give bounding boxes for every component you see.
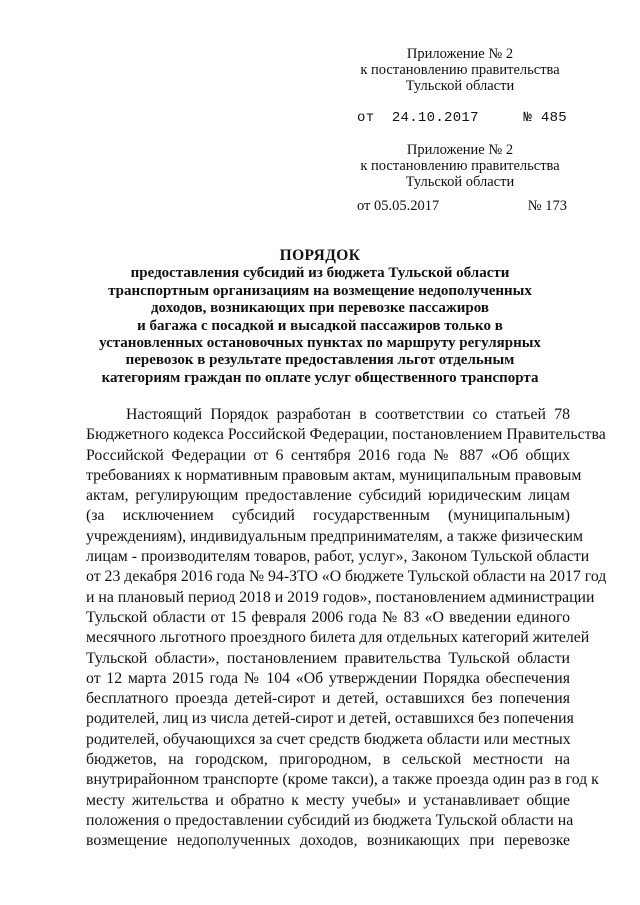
title-line: доходов, возникающих при перевозке пассажиров xyxy=(151,300,489,317)
body-line: месячного льготного проездного билета для отдельных категорий жителей xyxy=(86,629,590,647)
body-line: (за исключением субсидий государственным (муниципальным) xyxy=(86,507,570,525)
appendix-header-current xyxy=(340,46,580,94)
appendix-number-previous: № 173 xyxy=(527,198,567,214)
body-line: учреждениям), индивидуальным предпринимателям, а также физическим xyxy=(86,527,583,545)
body-line: Настоящий Порядок разработан в соответствии со статьей 78 xyxy=(126,406,570,423)
body-line: Российской Федерации от 6 сентября 2016 года № 887 «Об общих xyxy=(86,446,570,464)
appendix-region: Тульской области xyxy=(405,78,515,94)
appendix-header-previous xyxy=(340,142,580,190)
body-line: бесплатного проезда детей-сирот и детей, оставшихся без попечения xyxy=(86,690,570,708)
document-title xyxy=(80,247,560,387)
body-line: требованиях к нормативным правовым актам, муниципальным правовым xyxy=(86,466,582,484)
appendix-label: Приложение № 2 xyxy=(406,46,514,62)
title-line: установленных остановочных пунктах по маршруту регулярных xyxy=(99,335,541,352)
appendix-number-current: № 485 xyxy=(523,110,567,126)
body-line: от 12 марта 2015 года № 104 «Об утверждении Порядка обеспечения xyxy=(86,669,570,687)
body-line: и на плановый период 2018 и 2019 годов», постановлением администрации xyxy=(86,588,595,606)
body-line: возмещение недополученных доходов, возникающих при перевозке xyxy=(86,832,570,850)
title-line: транспортным организациям на возмещение недополученных xyxy=(108,282,532,299)
appendix-decree-ref: к постановлению правительства xyxy=(360,158,560,174)
date-prefix: от xyxy=(357,110,375,126)
body-paragraph xyxy=(86,405,607,852)
title-line: категориям граждан по оплате услуг общественного транспорта xyxy=(101,369,539,386)
title-line: предоставления субсидий из бюджета Тульской области xyxy=(130,265,510,282)
body-line: родителей, обучающихся за счет средств бюджета области или местных xyxy=(86,730,571,748)
title-line: перевозок в результате предоставления льгот отдельным xyxy=(125,352,515,369)
appendix-decree-ref: к постановлению правительства xyxy=(360,62,560,78)
body-line: родителей, лиц из числа детей-сирот и детей, оставшихся без попечения xyxy=(86,710,574,728)
appendix-date-previous: от 05.05.2017 xyxy=(357,198,440,214)
body-line: Бюджетного кодекса Российской Федерации, постановлением Правительства xyxy=(86,426,606,444)
title-heading: ПОРЯДОК xyxy=(279,247,361,264)
appendix-region: Тульской области xyxy=(405,174,515,190)
body-line: актам, регулирующим предоставление субсидий юридическим лицам xyxy=(86,487,570,505)
title-line: и багажа с посадкой и высадкой пассажиров только в xyxy=(137,317,503,334)
body-line: Тульской области от 15 февраля 2006 года № 83 «О введении единого xyxy=(86,608,570,626)
body-line: Тульской области», постановлением правительства Тульской области xyxy=(86,649,570,667)
body-line: лицам - производителям товаров, работ, услуг», Законом Тульской области xyxy=(86,548,590,566)
body-line: внутрирайонном транспорте (кроме такси), а также проезда один раз в год к xyxy=(86,771,599,789)
appendix-label: Приложение № 2 xyxy=(406,142,514,158)
date-value: 24.10.2017 xyxy=(391,110,479,126)
body-line: от 23 декабря 2016 года № 94-ЗТО «О бюджете Тульской области на 2017 год xyxy=(86,568,607,586)
appendix-date-current xyxy=(357,110,479,126)
body-line: месту жительства и обратно к месту учебы» и устанавливает общие xyxy=(86,791,570,809)
body-line: бюджетов, на городском, пригородном, в сельской местности на xyxy=(86,751,570,769)
body-line: положения о предоставлении субсидий из бюджета Тульской области на xyxy=(86,811,574,829)
